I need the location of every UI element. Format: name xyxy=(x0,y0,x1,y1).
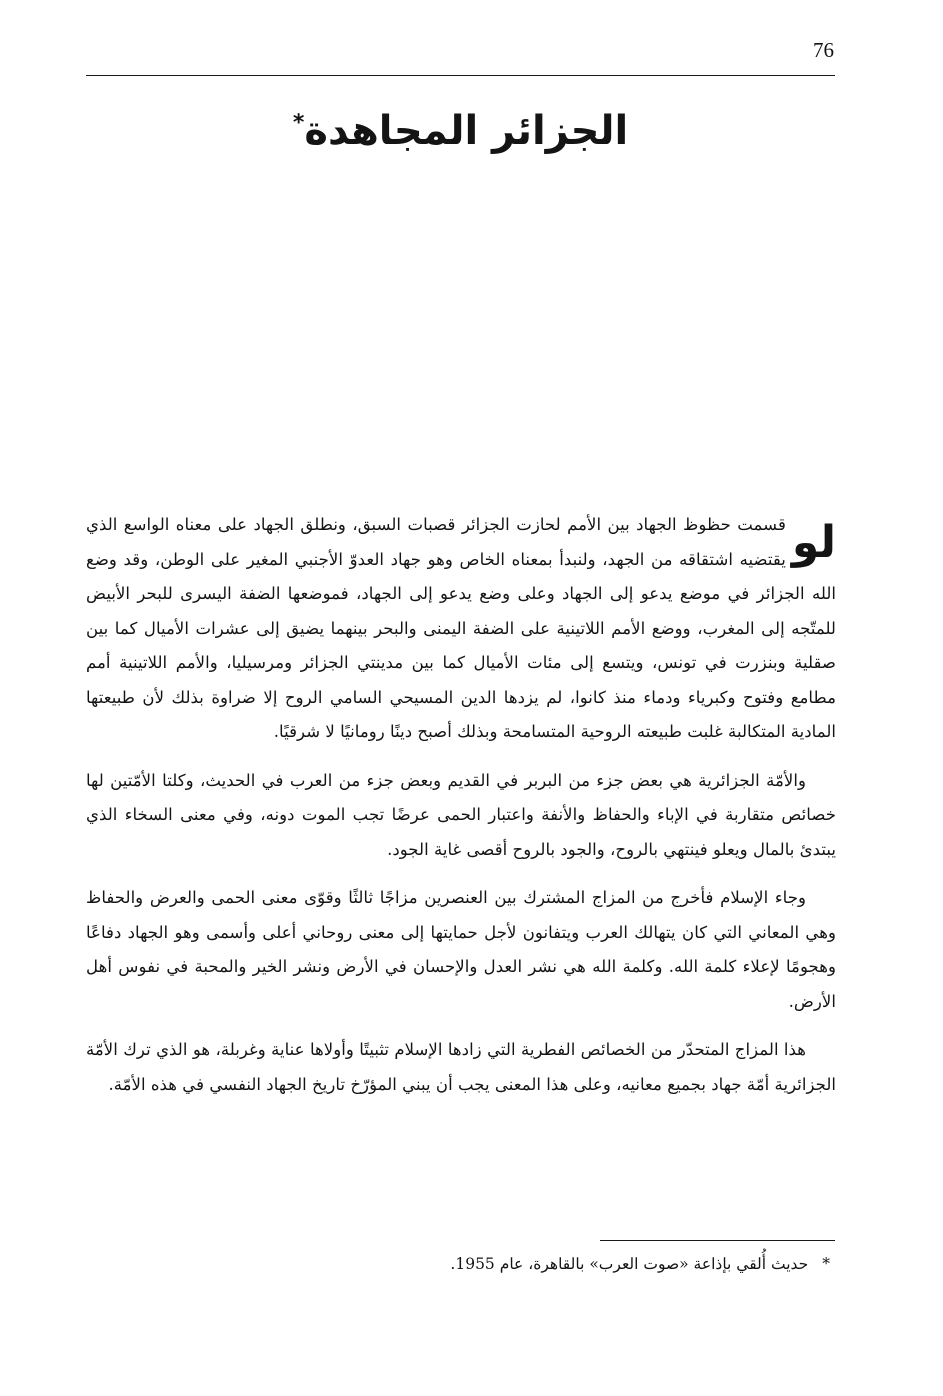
chapter-title xyxy=(86,108,835,154)
chapter-title-text: الجزائر المجاهدة xyxy=(304,108,629,154)
paragraph-3: وجاء الإسلام فأخرج من المزاج المشترك بين العنصرين مزاجًا ثالثًا وقوّى معنى الحمى والعرض والحفاظ وهي المعاني التي كان يتهالك العرب ويتفانون لأجل حمايتها إلى معنى روحاني أعلى وأسمى وهو الجهاد دفاعًا وهجومًا لإعلاء كلمة الله. وكلمة الله هي نشر العدل والإحسان في الأرض ونشر الخير والمحبة في نفوس أهل الأرض. xyxy=(86,888,836,1011)
paragraph-2: والأمّة الجزائرية هي بعض جزء من البربر في القديم وبعض جزء من العرب في الحديث، وكلتا الأمّتين لها خصائص متقاربة في الإباء والحفاظ والأنفة واعتبار الحمى عرضًا تجب الموت دونه، وفي معنى السخاء الذي يبتدئ بالمال ويعلو فينتهي بالروح، والجود بالروح أقصى غاية الجود. xyxy=(86,770,836,859)
paragraph-1-text: قسمت حظوظ الجهاد بين الأمم لحازت الجزائر قصبات السبق، ونطلق الجهاد على معناه الواسع الذي يقتضيه اشتقاقه من الجهد، ولنبدأ بمعناه الخاص وهو جهاد العدوّ الأجنبي المغير على الوطن، وقد وضع الله الجزائر في موضع يدعو إلى الجهاد وعلى وضع يدعو إلى الجهاد، فموضعها الضفة اليسرى للبحر الأبيض للمتّجه إلى المغرب، ووضع الأمم اللاتينية على الضفة اليمنى والبحر بينهما يضيق إلى عشرات الأميال كما بين صقلية وبنزرت في تونس، ويتسع إلى مئات الأميال كما بين مدينتي الجزائر ومرسيليا، والأمم اللاتينية أمم مطامع وفتوح وكبرياء ودماء منذ كانوا، لم يزدها الدين المسيحي السامي الروح إلا ضراوة بذلك لأن طبيعتها المادية المتكالبة غلبت طبيعته الروحية المتسامحة وبذلك أصبح دينًا رومانيًا لا شرقيًا. xyxy=(86,515,836,741)
drop-cap: لو xyxy=(791,517,836,568)
paragraph-1 xyxy=(86,508,836,750)
footnote-mark: * xyxy=(822,1255,830,1273)
page-number: 76 xyxy=(813,38,834,62)
footnote-text: حديث أُلقي بإذاعة «صوت العرب» بالقاهرة، عام 1955. xyxy=(450,1255,809,1273)
footnote xyxy=(86,1250,830,1278)
body-text xyxy=(86,508,836,1102)
title-footnote-mark: * xyxy=(292,110,305,136)
paragraph-4: هذا المزاج المتحدّر من الخصائص الفطرية التي زادها الإسلام تثبيتًا وأولاها عناية وغربلة، هو الذي ترك الأمّة الجزائرية أمّة جهاد بجميع معانيه، وعلى هذا المعنى يجب أن يبني المؤرّخ تاريخ الجهاد النفسي في هذه الأمّة. xyxy=(86,1040,836,1094)
footnote-rule xyxy=(600,1240,835,1241)
header-rule xyxy=(86,75,835,76)
